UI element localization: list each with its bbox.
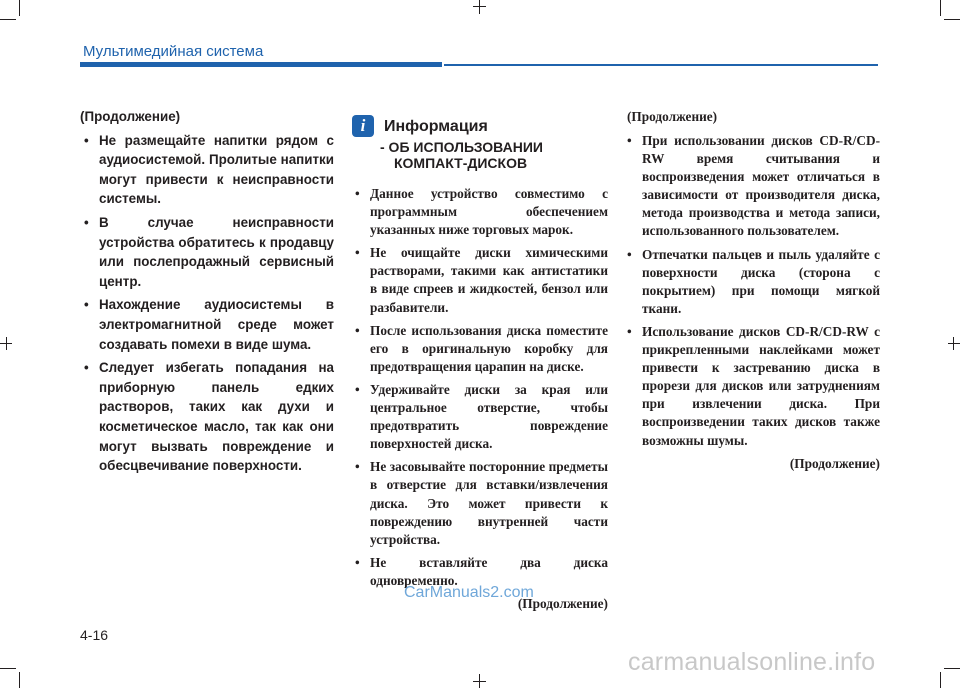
crop-mark [6, 337, 7, 350]
info-heading: Информация [384, 118, 488, 135]
list-item: • Не размещайте напитки рядом с аудиосистемой. Пролитые напитки могут привести к неисправности системы. [80, 131, 334, 209]
list-item: • Использование дисков CD-R/CD-RW с прикрепленными наклейками может привести к застреванию диска в прорези для дисков или затруднениям при извлечении диска. При воспроизведении таких дисков также возможны шумы. [624, 323, 880, 450]
crop-mark [944, 668, 960, 669]
continued-label: (Продолжение) [627, 109, 718, 124]
crop-mark [948, 343, 960, 344]
list-item: • Данное устройство совместимо с программным обеспечением указанных ниже торговых марок. [352, 185, 608, 239]
middle-column [352, 115, 608, 613]
info-icon: i [352, 115, 374, 137]
crop-mark [473, 6, 486, 7]
caution-list [80, 131, 334, 476]
crop-mark [953, 337, 954, 350]
list-item: • При использовании дисков CD-R/CD-RW время считывания и воспроизведения может отличаться в зависимости от производителя диска, метода производства и метода записи, использованного пользователем. [624, 132, 880, 241]
list-item: • Отпечатки пальцев и пыль удаляйте с поверхности диска (сторона с покрытием) при помощи мягкой ткани. [624, 246, 880, 318]
list-item: • Не засовывайте посторонние предметы в отверстие для вставки/извлечения диска. Это может привести к повреждению внутренней части устройства. [352, 458, 608, 548]
page-number: 4-16 [80, 627, 109, 643]
crop-mark [473, 681, 486, 682]
left-column [80, 107, 334, 480]
info-header [352, 115, 608, 137]
list-item: • Не вставляйте два диска одновременно. [352, 554, 608, 590]
watermark-carmanuals: CarManuals2.com [404, 584, 534, 601]
list-item: • После использования диска поместите его в оригинальную коробку для предотвращения царапин на диске. [352, 322, 608, 376]
list-item: • В случае неисправности устройства обратитесь к продавцу или послепродажный сервисный центр. [80, 213, 334, 291]
continued-label: (Продолжение) [80, 109, 181, 124]
section-title: Мультимедийная система [83, 43, 264, 60]
crop-mark [0, 19, 16, 20]
continued-label: (Продолжение) [517, 595, 608, 611]
info-list [352, 185, 608, 590]
crop-mark [940, 0, 941, 16]
info-subheading: - ОБ ИСПОЛЬЗОВАНИИ КОМПАКТ-ДИСКОВ [380, 139, 543, 171]
list-item: • Не очищайте диски химическими растворами, такими как антистатики в виде спреев и жидкостей, бензол или разбавители. [352, 244, 608, 316]
crop-mark [0, 668, 16, 669]
crop-mark [19, 0, 20, 16]
list-item: • Удерживайте диски за края или центральное отверстие, чтобы предотвратить повреждение поверхностей диска. [352, 381, 608, 453]
continued-label: (Продолжение) [789, 455, 880, 471]
right-column [624, 108, 880, 473]
list-item: • Нахождение аудиосистемы в электромагнитной среде может создавать помехи в виде шума. [80, 295, 334, 354]
crop-mark [940, 672, 941, 688]
info-list [624, 132, 880, 450]
header-bar-thin [444, 64, 878, 66]
header-bar-thick [80, 62, 442, 67]
watermark-site: carmanualsonline.info [628, 648, 876, 676]
crop-mark [19, 672, 20, 688]
crop-mark [944, 19, 960, 20]
list-item: • Следует избегать попадания на приборную панель едких растворов, таких как духи и косметическое масло, так как они могут вызвать повреждение и обесцвечивание поверхности. [80, 358, 334, 476]
crop-mark [479, 0, 480, 14]
